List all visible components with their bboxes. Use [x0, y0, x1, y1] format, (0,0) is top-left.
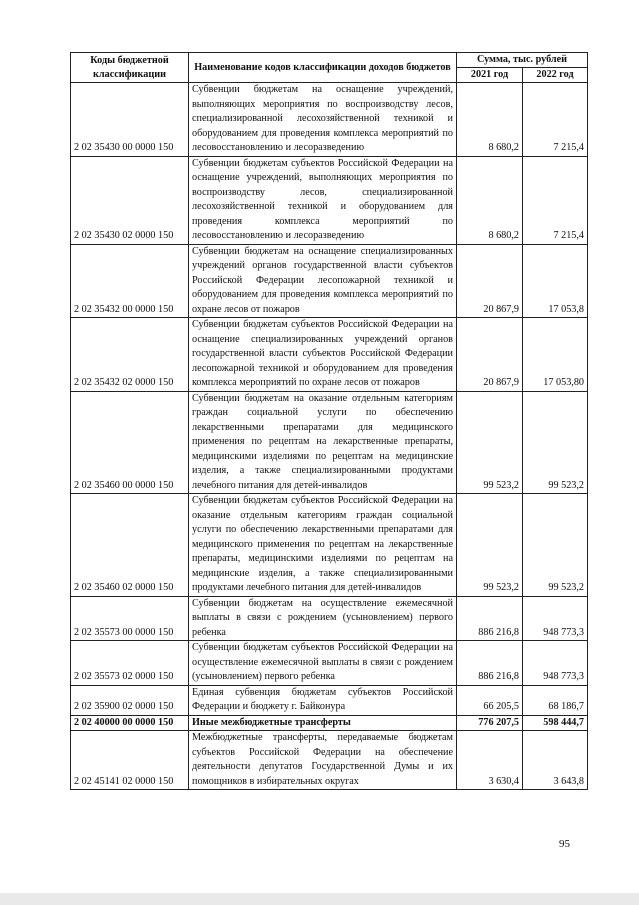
value-2021-cell: 66 205,5	[457, 685, 523, 715]
table-row	[71, 494, 588, 597]
name-cell: Межбюджетные трансферты, передаваемые бюджетам субъектов Российской Федерации на обеспечение деятельности депутатов Государственной Думы и их помощников в избирательных округах	[189, 731, 457, 790]
value-2022-cell: 7 215,4	[523, 83, 588, 157]
code-cell: 2 02 40000 00 0000 150	[71, 715, 189, 731]
name-cell: Иные межбюджетные трансферты	[189, 715, 457, 731]
table-row	[71, 156, 588, 244]
scan-edge	[0, 893, 639, 905]
code-cell: 2 02 35432 00 0000 150	[71, 244, 189, 318]
value-2021-cell: 886 216,8	[457, 641, 523, 686]
value-2021-cell: 20 867,9	[457, 244, 523, 318]
table-row	[71, 391, 588, 494]
name-cell: Субвенции бюджетам субъектов Российской Федерации на оказание отдельным категориям граждан социальной услуги по обеспечению лекарственными препаратами для медицинского применения по рецептам на лекарственные препараты, медицинскими изделиями по рецептам на медицинские изделия, а также специализированными продуктами лечебного питания для детей-инвалидов	[189, 494, 457, 597]
code-cell: 2 02 35460 02 0000 150	[71, 494, 189, 597]
code-cell: 2 02 35573 02 0000 150	[71, 641, 189, 686]
code-cell: 2 02 35430 02 0000 150	[71, 156, 189, 244]
header-sum: Сумма, тыс. рублей	[457, 53, 588, 68]
value-2022-cell: 598 444,7	[523, 715, 588, 731]
name-cell: Субвенции бюджетам на осуществление ежемесячной выплаты в связи с рождением (усыновлением) первого ребенка	[189, 596, 457, 641]
table-row	[71, 731, 588, 790]
table-row	[71, 83, 588, 157]
name-cell: Субвенции бюджетам субъектов Российской Федерации на оснащение учреждений, выполняющих мероприятия по воспроизводству лесов, специализированной лесохозяйственной техникой и оборудованием для проведения комплекса мероприятий по лесовосстановлению и лесоразведению	[189, 156, 457, 244]
table-row	[71, 685, 588, 715]
header-year-2021: 2021 год	[457, 68, 523, 83]
header-name: Наименование кодов классификации доходов бюджетов	[189, 53, 457, 83]
name-cell: Субвенции бюджетам субъектов Российской Федерации на оснащение специализированных учреждений органов государственной власти субъектов Российской Федерации лесопожарной техникой и оборудованием для проведения комплекса мероприятий по охране лесов от пожаров	[189, 318, 457, 392]
value-2022-cell: 68 186,7	[523, 685, 588, 715]
page-number: 95	[559, 838, 570, 850]
budget-table	[70, 52, 588, 790]
value-2021-cell: 3 630,4	[457, 731, 523, 790]
name-cell: Единая субвенция бюджетам субъектов Российской Федерации и бюджету г. Байконура	[189, 685, 457, 715]
table-row	[71, 715, 588, 731]
name-cell: Субвенции бюджетам субъектов Российской Федерации на осуществление ежемесячной выплаты в связи с рождением (усыновлением) первого ребенка	[189, 641, 457, 686]
code-cell: 2 02 35432 02 0000 150	[71, 318, 189, 392]
value-2021-cell: 20 867,9	[457, 318, 523, 392]
header-year-2022: 2022 год	[523, 68, 588, 83]
value-2022-cell: 99 523,2	[523, 494, 588, 597]
code-cell: 2 02 45141 02 0000 150	[71, 731, 189, 790]
value-2021-cell: 99 523,2	[457, 494, 523, 597]
value-2021-cell: 99 523,2	[457, 391, 523, 494]
table-row	[71, 641, 588, 686]
table-body	[71, 83, 588, 790]
name-cell: Субвенции бюджетам на оказание отдельным категориям граждан социальной услуги по обеспечению лекарственными препаратами для медицинского применения по рецептам на лекарственные препараты, медицинскими изделиями по рецептам на медицинские изделия, а также специализированными продуктами лечебного питания для детей-инвалидов	[189, 391, 457, 494]
table-row	[71, 318, 588, 392]
header-codes: Коды бюджетной классификации	[71, 53, 189, 83]
code-cell: 2 02 35460 00 0000 150	[71, 391, 189, 494]
table-row	[71, 596, 588, 641]
value-2022-cell: 948 773,3	[523, 641, 588, 686]
table-header	[71, 53, 588, 83]
value-2021-cell: 886 216,8	[457, 596, 523, 641]
value-2022-cell: 17 053,80	[523, 318, 588, 392]
value-2022-cell: 7 215,4	[523, 156, 588, 244]
code-cell: 2 02 35900 02 0000 150	[71, 685, 189, 715]
name-cell: Субвенции бюджетам на оснащение специализированных учреждений органов государственной власти субъектов Российской Федерации лесопожарной техникой и оборудованием для проведения комплекса мероприятий по охране лесов от пожаров	[189, 244, 457, 318]
value-2021-cell: 8 680,2	[457, 156, 523, 244]
value-2021-cell: 8 680,2	[457, 83, 523, 157]
code-cell: 2 02 35430 00 0000 150	[71, 83, 189, 157]
code-cell: 2 02 35573 00 0000 150	[71, 596, 189, 641]
name-cell: Субвенции бюджетам на оснащение учреждений, выполняющих мероприятия по воспроизводству лесов, специализированной лесохозяйственной техникой и оборудованием для проведения комплекса мероприятий по лесовосстановлению и лесоразведению	[189, 83, 457, 157]
value-2021-cell: 776 207,5	[457, 715, 523, 731]
table-row	[71, 244, 588, 318]
value-2022-cell: 948 773,3	[523, 596, 588, 641]
value-2022-cell: 3 643,8	[523, 731, 588, 790]
value-2022-cell: 99 523,2	[523, 391, 588, 494]
value-2022-cell: 17 053,8	[523, 244, 588, 318]
